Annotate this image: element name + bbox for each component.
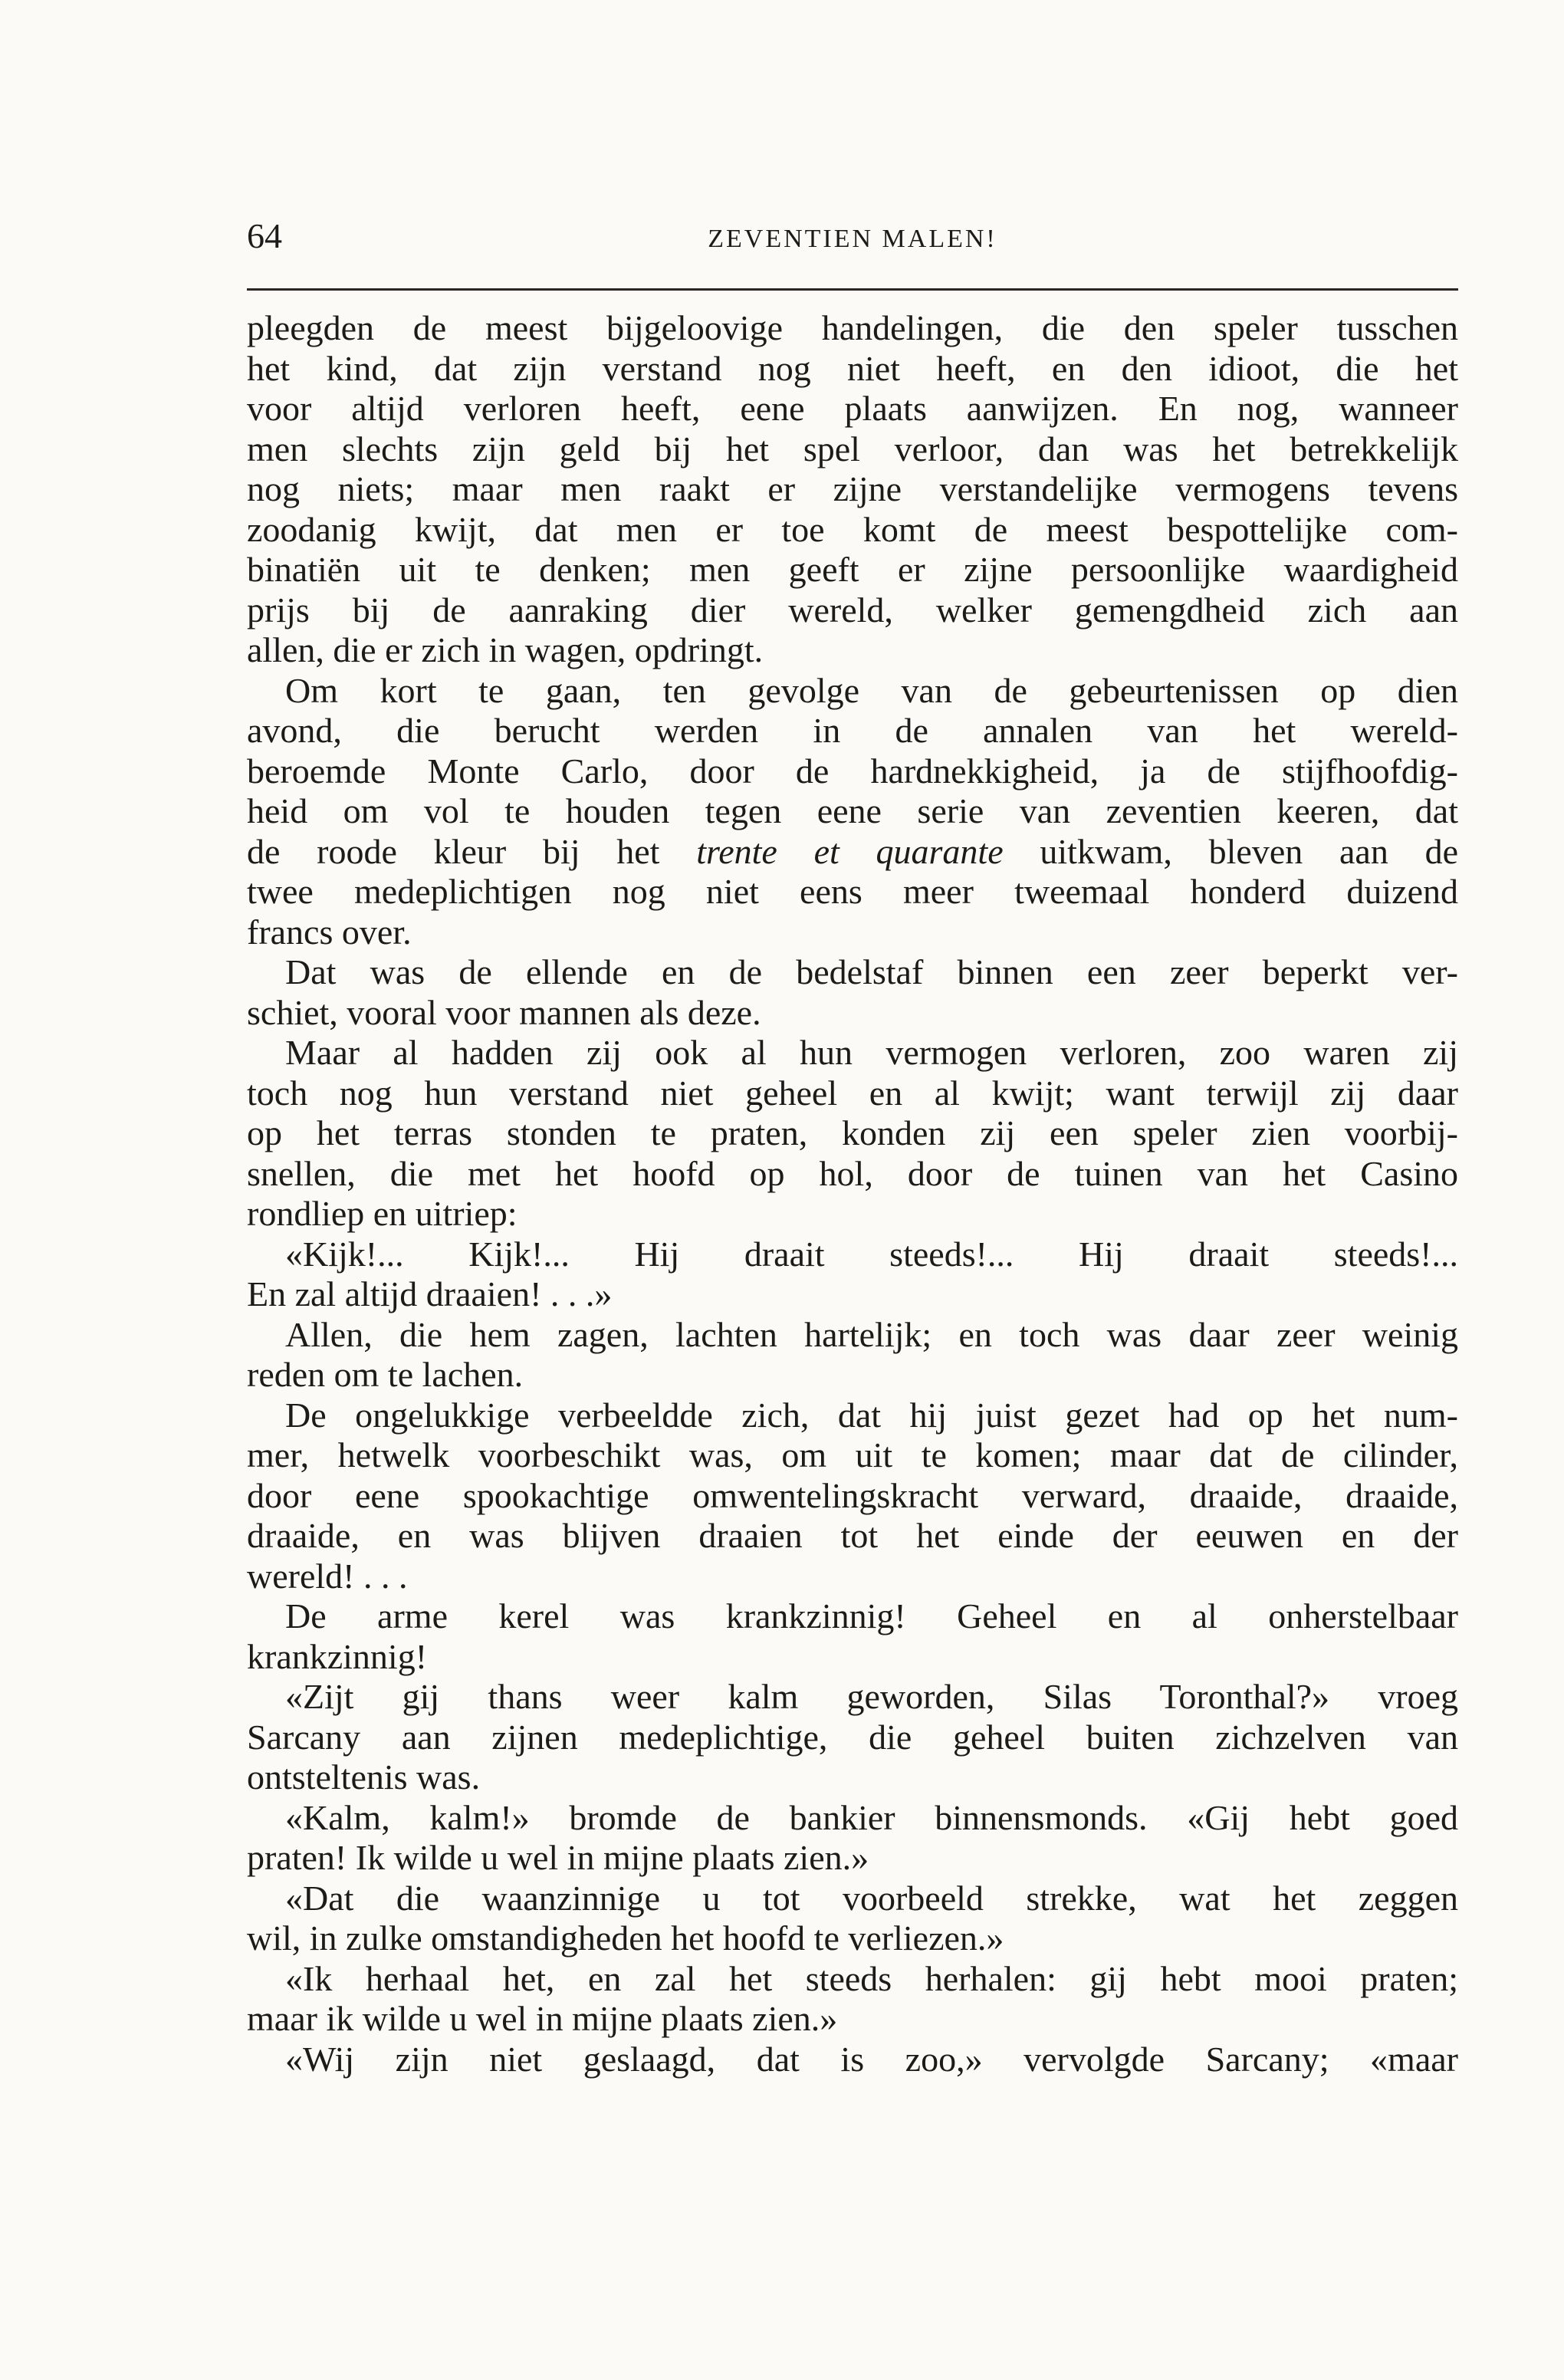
line-text: reden om te lachen. bbox=[247, 1355, 524, 1394]
line-text: wil, in zulke omstandigheden het hoofd te verliezen.» bbox=[247, 1918, 1004, 1958]
line-text: De arme kerel was krankzinnig! Geheel en al onherstelbaar bbox=[285, 1596, 1458, 1635]
line-text: «Zijt gij thans weer kalm geworden, Silas Toronthal?» vroeg bbox=[285, 1677, 1458, 1716]
line-text: de roode kleur bij het trente et quarante uitkwam, bleven aan de bbox=[247, 831, 1458, 871]
line-text: Maar al hadden zij ook al hun vermogen verloren, zoo waren zij bbox=[285, 1033, 1458, 1072]
text-line bbox=[247, 630, 1458, 671]
text-line bbox=[247, 1315, 1458, 1356]
text-line bbox=[247, 389, 1458, 429]
text-line bbox=[247, 711, 1458, 751]
paragraph bbox=[247, 1596, 1458, 1677]
text-line bbox=[247, 952, 1458, 993]
line-text: nog niets; maar men raakt er zijne verstandelijke vermogens tevens bbox=[247, 469, 1458, 508]
text-line bbox=[247, 1959, 1458, 2000]
page-header bbox=[247, 213, 1458, 259]
text-line bbox=[247, 1557, 1458, 1597]
line-text: prijs bij de aanraking dier wereld, welker gemengdheid zich aan bbox=[247, 590, 1458, 630]
text-line bbox=[247, 1999, 1458, 2040]
text-line bbox=[247, 1637, 1458, 1678]
line-text: Dat was de ellende en de bedelstaf binnen een zeer beperkt ver- bbox=[285, 952, 1458, 991]
text-line bbox=[247, 1596, 1458, 1637]
line-text: draaide, en was blijven draaien tot het einde der eeuwen en der bbox=[247, 1516, 1458, 1555]
line-text: «Kalm, kalm!» bromde de bankier binnensmonds. «Gij hebt goed bbox=[285, 1797, 1458, 1837]
paragraph bbox=[247, 1677, 1458, 1798]
line-text: ontsteltenis was. bbox=[247, 1757, 481, 1797]
paragraph bbox=[247, 1959, 1458, 2040]
text-line bbox=[247, 912, 1458, 953]
paragraph bbox=[247, 1033, 1458, 1234]
text-line bbox=[247, 1033, 1458, 1073]
line-text: mer, hetwelk voorbeschikt was, om uit te komen; maar dat de cilinder, bbox=[247, 1435, 1458, 1474]
line-text: En zal altijd draaien! . . .» bbox=[247, 1274, 613, 1313]
text-line bbox=[247, 1355, 1458, 1395]
line-text: «Ik herhaal het, en zal het steeds herhalen: gij hebt mooi praten; bbox=[285, 1958, 1458, 1998]
text-line bbox=[247, 349, 1458, 390]
text-line bbox=[247, 1879, 1458, 1919]
line-text: krankzinnig! bbox=[247, 1636, 428, 1676]
text-line bbox=[247, 429, 1458, 470]
line-text: maar ik wilde u wel in mijne plaats zien.» bbox=[247, 1999, 838, 2038]
paragraph bbox=[247, 1798, 1458, 1879]
text-line bbox=[247, 1476, 1458, 1517]
text-line bbox=[247, 1234, 1458, 1275]
running-title: ZEVENTIEN MALEN! bbox=[708, 225, 997, 253]
line-text: rondliep en uitriep: bbox=[247, 1194, 518, 1233]
line-text: «Wij zijn niet geslaagd, dat is zoo,» vervolgde Sarcany; «maar bbox=[285, 2039, 1458, 2079]
paragraph bbox=[247, 308, 1458, 671]
text-line bbox=[247, 1194, 1458, 1234]
line-text: heid om vol te houden tegen eene serie van zeventien keeren, dat bbox=[247, 791, 1458, 830]
text-line bbox=[247, 791, 1458, 832]
line-text: men slechts zijn geld bij het spel verloor, dan was het betrekkelijk bbox=[247, 429, 1458, 468]
line-text: het kind, dat zijn verstand nog niet heeft, en den idioot, die het bbox=[247, 348, 1458, 388]
text-line bbox=[247, 1154, 1458, 1195]
text-line bbox=[247, 469, 1458, 510]
text-line bbox=[247, 832, 1458, 873]
line-text: wereld! . . . bbox=[247, 1556, 408, 1596]
text-line bbox=[247, 1918, 1458, 1959]
line-text: avond, die berucht werden in de annalen van het wereld- bbox=[247, 711, 1458, 750]
text-line bbox=[247, 872, 1458, 912]
line-text: schiet, vooral voor mannen als deze. bbox=[247, 992, 761, 1032]
paragraph bbox=[247, 671, 1458, 953]
text-line bbox=[247, 510, 1458, 551]
line-text: francs over. bbox=[247, 912, 412, 952]
line-text: «Kijk!... Kijk!... Hij draait steeds!... Hij draait steeds!... bbox=[285, 1234, 1458, 1274]
text-line bbox=[247, 550, 1458, 590]
line-text: Om kort te gaan, ten gevolge van de gebeurtenissen op dien bbox=[285, 670, 1458, 710]
page-number: 64 bbox=[247, 216, 282, 255]
line-text: zoodanig kwijt, dat men er toe komt de meest bespottelijke com- bbox=[247, 509, 1458, 549]
italic-term: trente et quarante bbox=[696, 831, 1004, 871]
line-text: voor altijd verloren heeft, eene plaats aanwijzen. En nog, wanneer bbox=[247, 389, 1458, 428]
text-line bbox=[247, 1073, 1458, 1114]
text-body bbox=[247, 308, 1458, 2079]
line-text: pleegden de meest bijgeloovige handelingen, die den speler tusschen bbox=[247, 308, 1458, 347]
text-line bbox=[247, 1435, 1458, 1476]
paragraph bbox=[247, 1395, 1458, 1597]
text-line bbox=[247, 308, 1458, 349]
text-line bbox=[247, 1516, 1458, 1557]
text-line bbox=[247, 751, 1458, 792]
line-text: toch nog hun verstand niet geheel en al kwijt; want terwijl zij daar bbox=[247, 1073, 1458, 1113]
text-line bbox=[247, 590, 1458, 631]
line-text: allen, die er zich in wagen, opdringt. bbox=[247, 630, 764, 669]
text-line bbox=[247, 1798, 1458, 1839]
paragraph bbox=[247, 952, 1458, 1033]
header-rule bbox=[247, 288, 1458, 291]
line-text: Sarcany aan zijnen medeplichtige, die geheel buiten zichzelven van bbox=[247, 1717, 1458, 1757]
line-text: binatiën uit te denken; men geeft er zijne persoonlijke waardigheid bbox=[247, 550, 1458, 589]
line-text: «Dat die waanzinnige u tot voorbeeld strekke, wat het zeggen bbox=[285, 1878, 1458, 1918]
text-line bbox=[247, 1677, 1458, 1718]
line-text: Allen, die hem zagen, lachten hartelijk; en toch was daar zeer weinig bbox=[285, 1314, 1458, 1354]
line-text: door eene spookachtige omwentelingskracht verward, draaide, draaide, bbox=[247, 1475, 1458, 1515]
text-line bbox=[247, 2040, 1458, 2080]
text-line bbox=[247, 1274, 1458, 1315]
text-line bbox=[247, 1718, 1458, 1758]
paragraph bbox=[247, 1879, 1458, 1959]
line-text: op het terras stonden te praten, konden zij een speler zien voorbij- bbox=[247, 1113, 1458, 1152]
line-text: praten! Ik wilde u wel in mijne plaats zien.» bbox=[247, 1838, 869, 1877]
paragraph bbox=[247, 1315, 1458, 1395]
text-line bbox=[247, 1113, 1458, 1154]
line-text: beroemde Monte Carlo, door de hardnekkigheid, ja de stijfhoofdig- bbox=[247, 751, 1458, 791]
line-text: twee medeplichtigen nog niet eens meer tweemaal honderd duizend bbox=[247, 872, 1458, 911]
paragraph bbox=[247, 2040, 1458, 2080]
line-text: snellen, die met het hoofd op hol, door de tuinen van het Casino bbox=[247, 1153, 1458, 1193]
text-line bbox=[247, 993, 1458, 1034]
text-line bbox=[247, 1757, 1458, 1798]
text-line bbox=[247, 1838, 1458, 1879]
paragraph bbox=[247, 1234, 1458, 1315]
text-line bbox=[247, 1395, 1458, 1436]
text-line bbox=[247, 671, 1458, 712]
line-text: De ongelukkige verbeeldde zich, dat hij juist gezet had op het num- bbox=[285, 1395, 1458, 1435]
